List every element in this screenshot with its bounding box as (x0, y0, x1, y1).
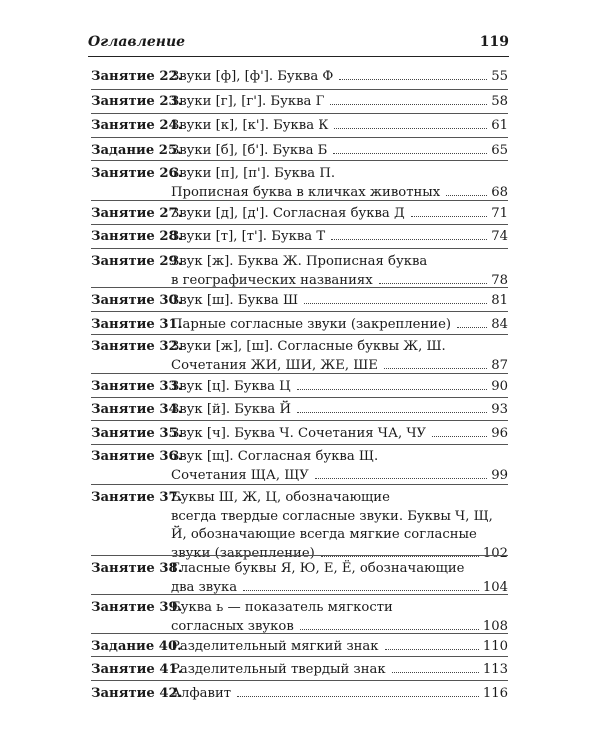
toc-title-text: Звук [ч]. Буква Ч. Сочетания ЧА, ЧУ (171, 426, 427, 441)
toc-title (171, 425, 508, 444)
toc-title-text: звуки (закрепление) (171, 545, 315, 561)
toc-entry (91, 638, 508, 657)
toc-title-line (171, 292, 508, 311)
toc-entry (91, 378, 508, 397)
toc-title (171, 378, 508, 397)
toc-lesson-label: Занятие 35. (91, 426, 183, 441)
toc-title-line (171, 142, 508, 161)
entry-separator (91, 113, 508, 114)
toc-title-text: Сочетания ЖИ, ШИ, ЖЕ, ШЕ (171, 357, 378, 373)
toc-title-text: Буквы Ш, Ж, Ц, обозначающие (171, 490, 390, 505)
dot-leader (330, 93, 487, 105)
entry-separator (91, 373, 508, 374)
dot-leader (331, 228, 487, 240)
dot-leader (237, 685, 479, 697)
toc-title-line (171, 448, 508, 467)
toc-title (171, 316, 508, 335)
toc-entry (91, 560, 508, 597)
toc-page-number: 108 (482, 618, 508, 634)
toc-page-number: 58 (491, 94, 508, 109)
toc-title-line (171, 338, 508, 357)
toc-lesson-label: Занятие 29. (91, 254, 183, 269)
dot-leader (300, 618, 479, 630)
toc-title (171, 638, 508, 657)
toc-title-line (171, 378, 508, 397)
toc-title-text: Звук [ж]. Буква Ж. Прописная буква (171, 254, 428, 269)
toc-title-text: Звуки [д], [д']. Согласная буква Д (171, 206, 405, 221)
toc-lesson-label: Занятие 36. (91, 449, 183, 464)
toc-title-line (171, 467, 508, 486)
toc-title-text: Звук [щ]. Согласная буква Щ. (171, 449, 379, 464)
toc-title-text: Разделительный твердый знак (171, 662, 386, 677)
toc-page-number: 81 (491, 293, 508, 308)
toc-entry (91, 425, 508, 444)
toc-title (171, 117, 508, 136)
toc-page-number: 99 (491, 467, 508, 483)
toc-title-text: Сочетания ЩА, ЩУ (171, 467, 309, 483)
dot-leader (379, 272, 488, 284)
toc-lesson-label: Занятие 37. (91, 490, 183, 505)
dot-leader (385, 638, 479, 650)
dot-leader (315, 467, 487, 479)
entry-separator (91, 656, 508, 657)
toc-entry (91, 489, 508, 563)
toc-page-number: 90 (491, 379, 508, 394)
toc-lesson-label: Задание 40. (91, 639, 182, 654)
entry-separator (91, 555, 508, 556)
toc-page-number: 84 (491, 317, 508, 332)
toc-entry (91, 205, 508, 224)
toc-title (171, 93, 508, 112)
toc-page-number: 74 (491, 229, 508, 244)
dot-leader (392, 661, 479, 673)
toc-entry (91, 292, 508, 311)
dot-leader (384, 357, 487, 369)
toc-title (171, 560, 508, 597)
toc-title-line (171, 401, 508, 420)
header-title: Оглавление (88, 34, 186, 50)
toc-title-line (171, 93, 508, 112)
toc-title-line (171, 165, 508, 184)
toc-lesson-label: Занятие 26. (91, 166, 183, 181)
entry-separator (91, 200, 508, 201)
toc-title-line (171, 560, 508, 579)
dot-leader (446, 184, 487, 196)
toc-page-number: 116 (482, 686, 508, 701)
toc-title-text: Алфавит (171, 686, 232, 701)
toc-title (171, 685, 508, 704)
entry-separator (91, 224, 508, 225)
toc-lesson-label: Занятие 22. (91, 69, 183, 84)
toc-title (171, 253, 508, 290)
toc-entry (91, 401, 508, 420)
toc-title-text: Й, обозначающие всегда мягкие согласные (171, 527, 477, 542)
toc-entry (91, 253, 508, 290)
dot-leader (334, 117, 487, 129)
entry-separator (91, 594, 508, 595)
toc-lesson-label: Занятие 42. (91, 686, 183, 701)
toc-page-number: 61 (491, 118, 508, 133)
toc-entry (91, 685, 508, 704)
toc-entry (91, 448, 508, 485)
entry-separator (91, 160, 508, 161)
toc-title-text: два звука (171, 579, 238, 595)
toc-title-text: Звуки [п], [п']. Буква П. (171, 166, 336, 181)
toc-lesson-label: Занятие 31. (91, 317, 183, 332)
toc-page-number: 65 (491, 143, 508, 158)
dot-leader (457, 316, 487, 328)
toc-lesson-label: Занятие 41. (91, 662, 183, 677)
toc-title-line (171, 599, 508, 618)
toc-title-text: Звуки [ж], [ш]. Согласные буквы Ж, Ш. (171, 339, 446, 354)
toc-page-number: 71 (491, 206, 508, 221)
entry-separator (91, 484, 508, 485)
table-of-contents (91, 0, 508, 750)
toc-title-text: Разделительный мягкий знак (171, 639, 379, 654)
toc-title-line (171, 117, 508, 136)
toc-title (171, 165, 508, 202)
toc-title-line (171, 228, 508, 247)
toc-lesson-label: Занятие 39. (91, 600, 183, 615)
toc-title-line (171, 661, 508, 680)
toc-page-number: 96 (491, 426, 508, 441)
dot-leader (297, 401, 487, 413)
toc-title-text: Звуки [ф], [ф']. Буква Ф (171, 69, 334, 84)
toc-lesson-label: Задание 25. (91, 143, 182, 158)
toc-title-line (171, 316, 508, 335)
dot-leader (411, 205, 488, 217)
toc-lesson-label: Занятие 38. (91, 561, 183, 576)
toc-title-line (171, 526, 508, 545)
toc-page-number: 110 (482, 639, 508, 654)
entry-separator (91, 137, 508, 138)
entry-separator (91, 248, 508, 249)
toc-entry (91, 117, 508, 136)
entry-separator (91, 89, 508, 90)
toc-title (171, 338, 508, 375)
toc-lesson-label: Занятие 24. (91, 118, 183, 133)
toc-title-line (171, 508, 508, 527)
toc-title-text: в географических названиях (171, 272, 373, 288)
toc-entry (91, 142, 508, 161)
toc-entry (91, 165, 508, 202)
toc-page-number: 55 (491, 69, 508, 84)
entry-separator (91, 420, 508, 421)
toc-title-text: Звуки [т], [т']. Буква Т (171, 229, 326, 244)
toc-entry (91, 316, 508, 335)
dot-leader (432, 425, 487, 437)
toc-title (171, 228, 508, 247)
toc-title (171, 142, 508, 161)
toc-title-text: Звуки [к], [к']. Буква К (171, 118, 329, 133)
toc-lesson-label: Занятие 28. (91, 229, 183, 244)
toc-title-text: согласных звуков (171, 618, 294, 634)
entry-separator (91, 680, 508, 681)
toc-title-line (171, 489, 508, 508)
dot-leader (333, 142, 487, 154)
entry-separator (91, 633, 508, 634)
toc-title (171, 661, 508, 680)
toc-title-line (171, 685, 508, 704)
toc-title (171, 401, 508, 420)
toc-title-line (171, 425, 508, 444)
toc-title-text: Звуки [б], [б']. Буква Б (171, 143, 328, 158)
entry-separator (91, 444, 508, 445)
toc-entry (91, 338, 508, 375)
toc-title-line (171, 205, 508, 224)
entry-separator (91, 311, 508, 312)
toc-entry (91, 68, 508, 87)
toc-title-text: всегда твердые согласные звуки. Буквы Ч, Щ, (171, 508, 493, 524)
toc-page-number: 104 (482, 579, 508, 595)
toc-title-text: Звук [й]. Буква Й (171, 402, 291, 417)
toc-page-number: 93 (491, 402, 508, 417)
toc-title (171, 292, 508, 311)
header-page-number: 119 (479, 34, 509, 50)
toc-title (171, 489, 508, 563)
toc-page-number: 113 (482, 662, 508, 677)
dot-leader (339, 68, 487, 80)
toc-title-text: Звук [ш]. Буква Ш (171, 293, 298, 308)
dot-leader (243, 579, 479, 591)
toc-title (171, 205, 508, 224)
toc-title-text: Гласные буквы Я, Ю, Е, Ё, обозначающие (171, 561, 465, 576)
toc-title (171, 448, 508, 485)
toc-lesson-label: Занятие 30. (91, 293, 183, 308)
entry-separator (91, 397, 508, 398)
toc-entry (91, 228, 508, 247)
toc-lesson-label: Занятие 27. (91, 206, 183, 221)
toc-title-text: Звук [ц]. Буква Ц (171, 379, 291, 394)
toc-lesson-label: Занятие 33. (91, 379, 183, 394)
toc-title-text: Буква ь — показатель мягкости (171, 600, 393, 615)
toc-title-line (171, 253, 508, 272)
dot-leader (297, 378, 488, 390)
toc-lesson-label: Занятие 23. (91, 94, 183, 109)
dot-leader (304, 292, 487, 304)
toc-page-number: 87 (491, 357, 508, 373)
toc-title (171, 599, 508, 636)
toc-title-text: Звуки [г], [г']. Буква Г (171, 94, 325, 109)
entry-separator (91, 334, 508, 335)
toc-title-text: Прописная буква в кличках животных (171, 184, 441, 200)
toc-title (171, 68, 508, 87)
toc-title-line (171, 68, 508, 87)
toc-entry (91, 661, 508, 680)
toc-entry (91, 93, 508, 112)
toc-entry (91, 599, 508, 636)
entry-separator (91, 287, 508, 288)
toc-title-line (171, 638, 508, 657)
toc-page-number: 78 (491, 272, 508, 288)
toc-lesson-label: Занятие 34. (91, 402, 183, 417)
toc-lesson-label: Занятие 32. (91, 339, 183, 354)
toc-page-number: 68 (491, 184, 508, 200)
toc-page-number: 102 (482, 545, 508, 561)
toc-title-text: Парные согласные звуки (закрепление) (171, 317, 452, 332)
